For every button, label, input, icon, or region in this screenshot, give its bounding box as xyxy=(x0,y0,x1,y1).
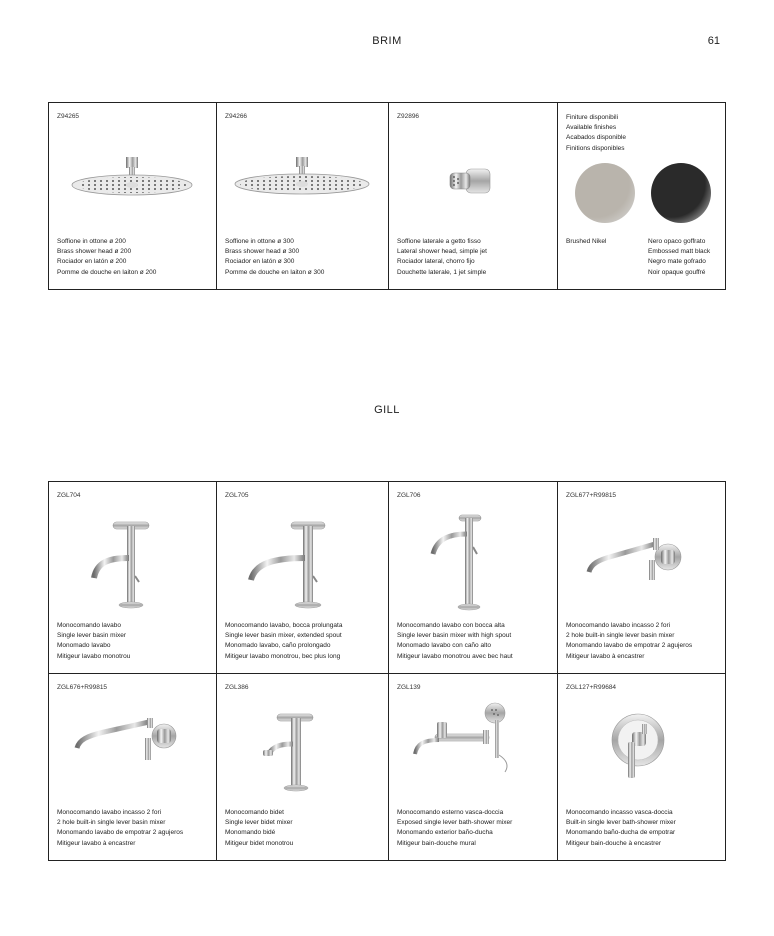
product-code: ZGL704 xyxy=(57,492,81,499)
product-cell xyxy=(389,674,558,861)
brushed-nickel-swatch xyxy=(575,163,635,223)
product-code: ZGL139 xyxy=(397,684,421,691)
product-cell xyxy=(389,482,558,674)
product-cell xyxy=(558,482,726,674)
product-cell xyxy=(217,103,389,290)
finishes-heading: Finiture disponibili Available finishes Acabados disponible Finitions disponibles xyxy=(566,114,626,152)
product-description: Monocomando lavabo incasso 2 fori 2 hole built-in single lever basin mixer Monomando lavabo de empotrar 2 agujeros Mitigeur lavabo à encastrer xyxy=(566,622,693,660)
page-number: 61 xyxy=(707,35,720,47)
bath-shower-mixer-image xyxy=(409,700,524,775)
gill-product-table xyxy=(48,481,726,861)
brim-title: BRIM xyxy=(372,35,402,47)
product-cell xyxy=(217,482,389,674)
matt-black-swatch xyxy=(651,163,711,223)
product-code: ZGL677+R99815 xyxy=(566,492,617,499)
built-in-basin-mixer-image xyxy=(583,532,688,592)
product-description: Soffione in ottone ø 200 Brass shower head ø 200 Rociador en latón ø 200 Pomme de douche en laiton ø 200 xyxy=(57,238,157,276)
gill-title: GILL xyxy=(374,404,400,416)
product-code: ZGL127+R99684 xyxy=(566,684,617,691)
product-code: ZGL706 xyxy=(397,492,421,499)
finish-label-brushed-nickel: Brushed Nikel xyxy=(566,238,607,245)
shower-head-200-image xyxy=(69,155,194,200)
product-code: Z92896 xyxy=(397,113,420,120)
product-code: ZGL676+R99815 xyxy=(57,684,108,691)
basin-mixer-extended-spout-image xyxy=(245,518,335,613)
product-cell xyxy=(49,103,217,290)
finish-label-matt-black: Nero opaco goffrato Embossed matt black Negro mate gofrado Noir opaque gouffré xyxy=(648,238,711,276)
bidet-mixer-image xyxy=(257,710,327,800)
product-code: ZGL705 xyxy=(225,492,249,499)
basin-mixer-high-spout-image xyxy=(429,512,499,612)
product-code: ZGL386 xyxy=(225,684,249,691)
product-cell xyxy=(217,674,389,861)
basin-mixer-image xyxy=(89,518,159,613)
product-description: Monocomando incasso vasca-doccia Built-in single lever bath-shower mixer Monomando baño-ducha de empotrar Mitigeur bain-douche à encastrer xyxy=(566,809,676,847)
built-in-bath-shower-mixer-image xyxy=(608,710,668,790)
product-cell xyxy=(49,674,217,861)
product-description: Monocomando lavabo, bocca prolungata Single lever basin mixer, extended spout Monomado lavabo, caño prolongado Mitigeur lavabo monotrou, bec plus long xyxy=(225,622,343,660)
product-description: Monocomando lavabo incasso 2 fori 2 hole built-in single lever basin mixer Monomando lavabo de empotrar 2 agujeros Mitigeur lavabo à encastrer xyxy=(57,809,184,847)
product-description: Monocomando lavabo Single lever basin mixer Monomado lavabo Mitigeur lavabo monotrou xyxy=(57,622,131,660)
finishes-cell xyxy=(558,103,726,290)
product-description: Monocomando lavabo con bocca alta Single lever basin mixer with high spout Monomado lavabo con caño alto Mitigeur lavabo monotrou avec bec haut xyxy=(397,622,513,660)
product-cell xyxy=(558,674,726,861)
product-description: Monocomando esterno vasca-doccia Exposed single lever bath-shower mixer Monomando exterior baño-ducha Mitigeur bain-douche mural xyxy=(397,809,513,847)
product-code: Z94266 xyxy=(225,113,248,120)
built-in-basin-mixer-image xyxy=(69,714,184,774)
lateral-shower-head-image xyxy=(444,165,494,197)
product-description: Monocomando bidet Single lever bidet mixer Monomando bidé Mitigeur bidet monotrou xyxy=(225,809,294,847)
product-description: Soffione in ottone ø 300 Brass shower head ø 300 Rociador en latón ø 300 Pomme de douche en laiton ø 300 xyxy=(225,238,325,276)
shower-head-300-image xyxy=(232,155,372,200)
product-cell xyxy=(49,482,217,674)
product-cell xyxy=(389,103,558,290)
product-code: Z94265 xyxy=(57,113,80,120)
product-description: Soffione laterale a getto fisso Lateral shower head, simple jet Rociador lateral, chorro fijo Douchette laterale, 1 jet simple xyxy=(397,238,487,276)
brim-product-table xyxy=(48,102,726,290)
